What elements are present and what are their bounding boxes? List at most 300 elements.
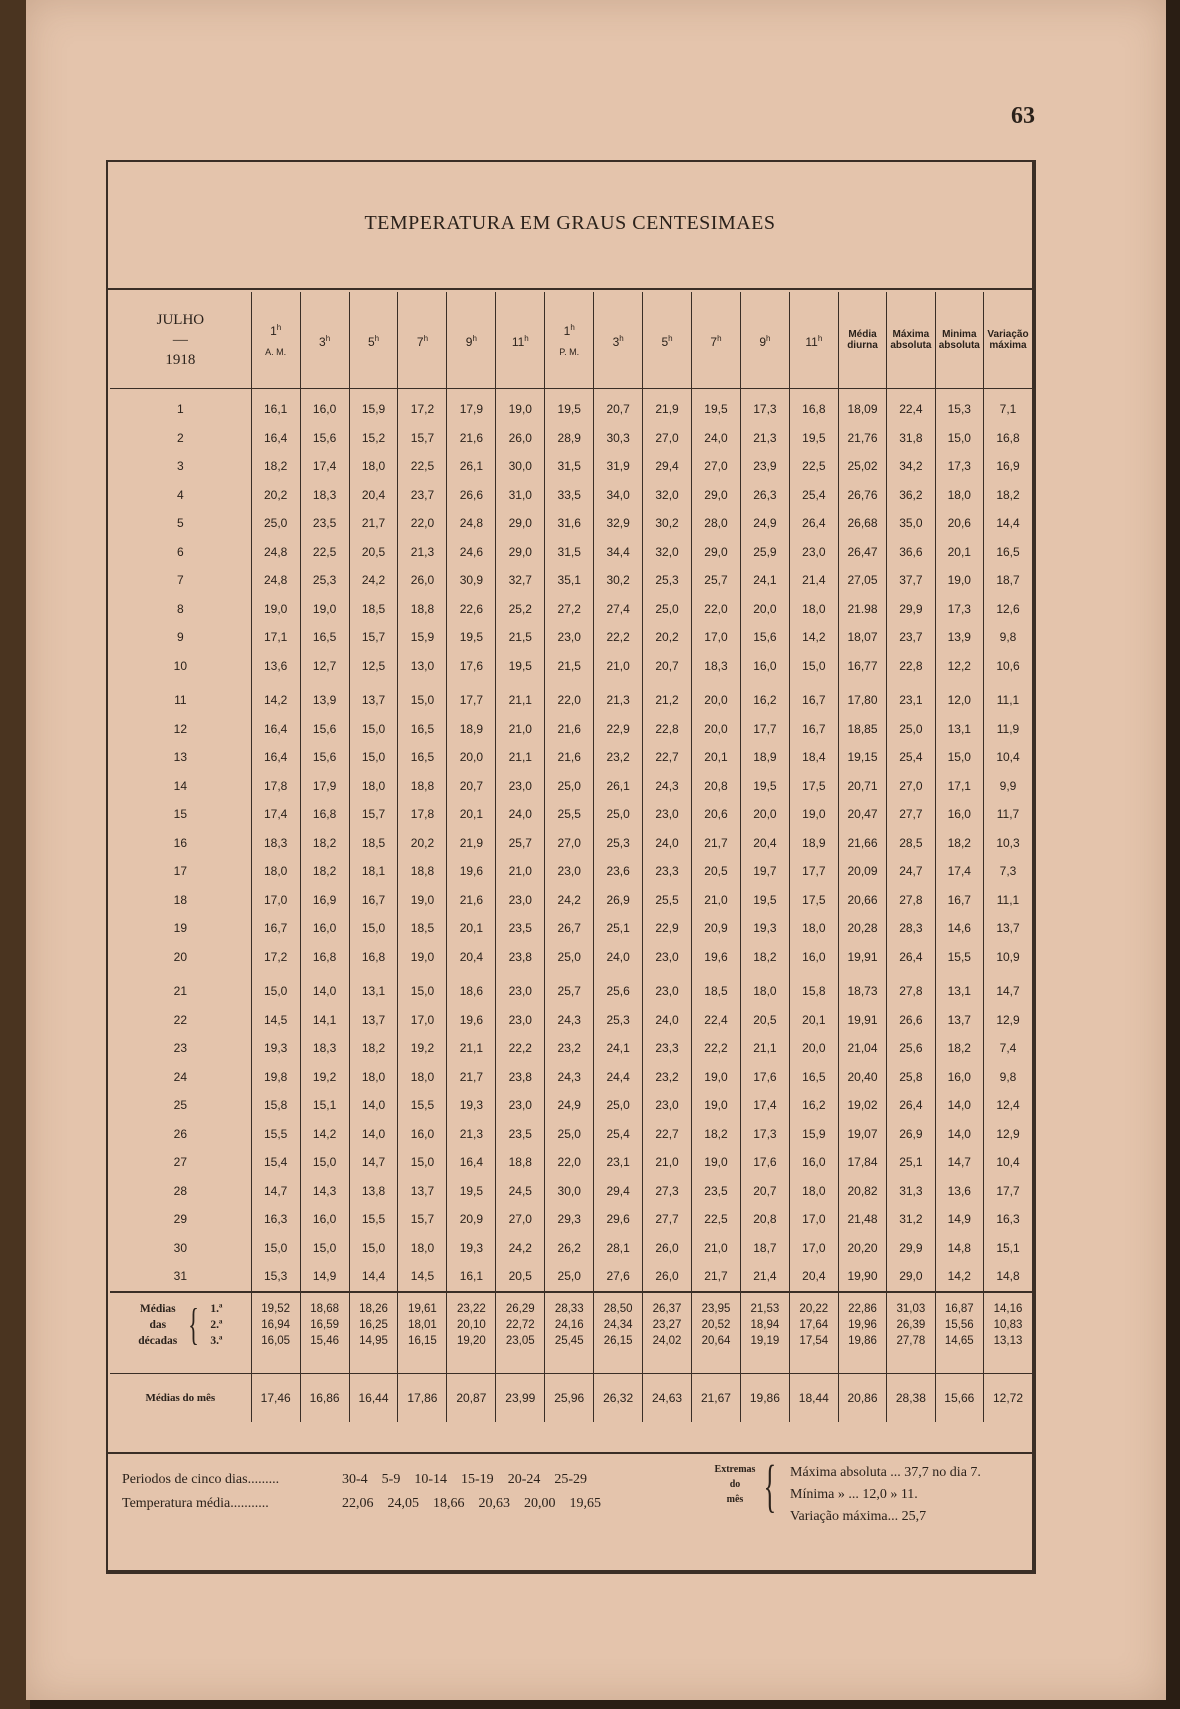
maxima-line: Máxima absoluta ... 37,7 no dia 7.: [790, 1465, 981, 1480]
decada-values-cell: 18,68 16,59 15,46: [300, 1292, 349, 1374]
value-cell: 21,6: [447, 424, 496, 453]
value-cell: 15,0: [300, 1148, 349, 1177]
table-row: [110, 566, 1032, 595]
value-cell: 15,0: [935, 743, 983, 772]
value-cell: 23,7: [887, 623, 935, 652]
value-cell: 24,8: [251, 538, 300, 567]
value-cell: 7,3: [984, 857, 1033, 886]
value-cell: 29,4: [643, 452, 692, 481]
year-label: 1918: [165, 352, 196, 368]
value-cell: 15,0: [300, 1234, 349, 1263]
mes-value-cell: 20,87: [447, 1373, 496, 1422]
value-cell: 26,6: [447, 481, 496, 510]
hour-header: 5$^h$: [349, 292, 398, 389]
value-cell: 23,7: [398, 481, 447, 510]
value-cell: 27,0: [496, 1205, 545, 1234]
table-row: [110, 424, 1032, 453]
value-cell: 26,0: [398, 566, 447, 595]
value-cell: 13,7: [349, 1006, 398, 1035]
value-cell: 15,0: [251, 971, 300, 1006]
value-cell: 19,5: [496, 652, 545, 681]
value-cell: 23,0: [496, 772, 545, 801]
day-cell: 14: [173, 778, 188, 793]
value-cell: 27,8: [887, 971, 935, 1006]
value-cell: 23,0: [545, 857, 594, 886]
value-cell: 19,15: [838, 743, 886, 772]
value-cell: 15,6: [740, 623, 789, 652]
value-cell: 34,4: [594, 538, 643, 567]
value-cell: 18,07: [838, 623, 886, 652]
temp-media-value: 22,06: [342, 1496, 374, 1511]
value-cell: 17,80: [838, 680, 886, 715]
table-frame: [106, 160, 1036, 1574]
value-cell: 15,5: [935, 943, 983, 972]
value-cell: 16,5: [398, 743, 447, 772]
value-cell: 20,7: [447, 772, 496, 801]
value-cell: 16,5: [789, 1063, 838, 1092]
value-cell: 22,5: [692, 1205, 741, 1234]
value-cell: 20,71: [838, 772, 886, 801]
value-cell: 23,3: [643, 1034, 692, 1063]
value-cell: 24,3: [643, 772, 692, 801]
value-cell: 19,5: [447, 1177, 496, 1206]
value-cell: 14,6: [935, 914, 983, 943]
day-cell: 16: [173, 835, 188, 850]
periodos-row: [122, 1472, 279, 1488]
value-cell: 28,1: [594, 1234, 643, 1263]
value-cell: 16,8: [789, 389, 838, 424]
value-cell: 15,6: [300, 424, 349, 453]
day-cell: 28: [173, 1183, 188, 1198]
value-cell: 20,2: [251, 481, 300, 510]
value-cell: 17,7: [447, 680, 496, 715]
value-cell: 16,8: [300, 943, 349, 972]
value-cell: 19,3: [740, 914, 789, 943]
value-cell: 26,3: [740, 481, 789, 510]
value-cell: 17,8: [398, 800, 447, 829]
value-cell: 13,1: [935, 971, 983, 1006]
value-cell: 29,6: [594, 1205, 643, 1234]
value-cell: 14,4: [349, 1262, 398, 1292]
mes-value-cell: 28,38: [887, 1373, 935, 1422]
value-cell: 13,0: [398, 652, 447, 681]
value-cell: 36,6: [887, 538, 935, 567]
value-cell: 19,3: [447, 1091, 496, 1120]
day-cell: 18: [173, 892, 188, 907]
value-cell: 19,5: [447, 623, 496, 652]
value-cell: 28,5: [887, 829, 935, 858]
value-cell: 20,0: [692, 715, 741, 744]
value-cell: 17,7: [789, 857, 838, 886]
decada-values-cell: 28,33 24,16 25,45: [545, 1292, 594, 1374]
value-cell: 16,0: [789, 1148, 838, 1177]
value-cell: 21,5: [545, 652, 594, 681]
value-cell: 25,5: [643, 886, 692, 915]
table-body: [110, 389, 1032, 1422]
day-cell: 26: [173, 1126, 188, 1141]
value-cell: 13,7: [984, 914, 1033, 943]
value-cell: 17,4: [251, 800, 300, 829]
value-cell: 29,0: [887, 1262, 935, 1292]
mes-value-cell: 16,44: [349, 1373, 398, 1422]
value-cell: 12,9: [984, 1006, 1033, 1035]
header-row: [110, 292, 1032, 389]
value-cell: 15,7: [349, 800, 398, 829]
value-cell: 18,9: [789, 829, 838, 858]
value-cell: 17,4: [740, 1091, 789, 1120]
value-cell: 30,9: [447, 566, 496, 595]
value-cell: 25,3: [594, 1006, 643, 1035]
value-cell: 20,7: [594, 389, 643, 424]
value-cell: 18,09: [838, 389, 886, 424]
value-cell: 11,1: [984, 680, 1033, 715]
value-cell: 15,3: [935, 389, 983, 424]
value-cell: 32,9: [594, 509, 643, 538]
value-cell: 18,4: [789, 743, 838, 772]
value-cell: 7,1: [984, 389, 1033, 424]
value-cell: 19,02: [838, 1091, 886, 1120]
value-cell: 14,5: [398, 1262, 447, 1292]
value-cell: 32,0: [643, 538, 692, 567]
value-cell: 18,2: [740, 943, 789, 972]
value-cell: 17,1: [251, 623, 300, 652]
value-cell: 14,0: [935, 1091, 983, 1120]
value-cell: 17,1: [935, 772, 983, 801]
value-cell: 16,8: [349, 943, 398, 972]
value-cell: 20,5: [349, 538, 398, 567]
value-cell: 31,3: [887, 1177, 935, 1206]
value-cell: 13,9: [935, 623, 983, 652]
value-cell: 16,7: [935, 886, 983, 915]
month-year-header: [110, 292, 251, 389]
table-row: [110, 857, 1032, 886]
value-cell: 21,1: [740, 1034, 789, 1063]
value-cell: 26,47: [838, 538, 886, 567]
value-cell: 20,4: [349, 481, 398, 510]
table-row: [110, 389, 1032, 424]
value-cell: 20,2: [398, 829, 447, 858]
value-cell: 22,9: [643, 914, 692, 943]
value-cell: 22,5: [398, 452, 447, 481]
day-cell: 6: [177, 544, 184, 559]
value-cell: 16,4: [251, 715, 300, 744]
value-cell: 14,3: [300, 1177, 349, 1206]
day-cell: 25: [173, 1098, 188, 1113]
value-cell: 15,0: [935, 424, 983, 453]
value-cell: 20,20: [838, 1234, 886, 1263]
day-cell: 21: [173, 984, 188, 999]
day-cell: 27: [173, 1155, 188, 1170]
value-cell: 28,3: [887, 914, 935, 943]
value-cell: 24,1: [594, 1034, 643, 1063]
value-cell: 14,9: [300, 1262, 349, 1292]
value-cell: 22,0: [545, 680, 594, 715]
value-cell: 31,9: [594, 452, 643, 481]
value-cell: 15,9: [349, 389, 398, 424]
value-cell: 18,0: [789, 914, 838, 943]
value-cell: 26,1: [447, 452, 496, 481]
value-cell: 17,5: [789, 772, 838, 801]
table-row: [110, 1006, 1032, 1035]
value-cell: 15,7: [398, 424, 447, 453]
value-cell: 27,8: [887, 886, 935, 915]
value-cell: 32,7: [496, 566, 545, 595]
value-cell: 26,7: [545, 914, 594, 943]
value-cell: 21,4: [740, 1262, 789, 1292]
table-row: [110, 800, 1032, 829]
value-cell: 20,8: [740, 1205, 789, 1234]
value-cell: 14,8: [984, 1262, 1033, 1292]
value-cell: 24,9: [740, 509, 789, 538]
value-cell: 21,9: [643, 389, 692, 424]
value-cell: 9,8: [984, 623, 1033, 652]
value-cell: 27,6: [594, 1262, 643, 1292]
value-cell: 25,9: [740, 538, 789, 567]
value-cell: 18,0: [251, 857, 300, 886]
value-cell: 20,1: [447, 914, 496, 943]
value-cell: 14,4: [984, 509, 1033, 538]
day-cell: 29: [173, 1212, 188, 1227]
value-cell: 18,5: [349, 829, 398, 858]
value-cell: 15,5: [251, 1120, 300, 1149]
value-cell: 26,4: [789, 509, 838, 538]
value-cell: 15,0: [398, 680, 447, 715]
value-cell: 26,4: [887, 1091, 935, 1120]
value-cell: 24,4: [594, 1063, 643, 1092]
value-cell: 20,66: [838, 886, 886, 915]
value-cell: 25,0: [887, 715, 935, 744]
value-cell: 20,6: [935, 509, 983, 538]
value-cell: 15,0: [789, 652, 838, 681]
table-row: [110, 1091, 1032, 1120]
day-cell: 20: [173, 949, 188, 964]
value-cell: 26,4: [887, 943, 935, 972]
mes-value-cell: 20,86: [838, 1373, 886, 1422]
value-cell: 9,8: [984, 1063, 1033, 1092]
value-cell: 29,0: [692, 481, 741, 510]
value-cell: 18,3: [251, 829, 300, 858]
mes-value-cell: 24,63: [643, 1373, 692, 1422]
mes-value-cell: 15,66: [935, 1373, 983, 1422]
value-cell: 18,2: [935, 1034, 983, 1063]
value-cell: 17,3: [935, 452, 983, 481]
value-cell: 16,0: [300, 389, 349, 424]
value-cell: 28,0: [692, 509, 741, 538]
table-row: [110, 1063, 1032, 1092]
day-cell: 5: [177, 516, 184, 531]
value-cell: 16,0: [740, 652, 789, 681]
hour-header: 1$^h$ A. M.: [251, 292, 300, 389]
value-cell: 25,3: [643, 566, 692, 595]
value-cell: 23,6: [594, 857, 643, 886]
temp-media-label: Temperatura média...........: [122, 1496, 269, 1511]
value-cell: 17,0: [692, 623, 741, 652]
title-divider: [108, 288, 1032, 290]
decada-values-cell: 23,95 20,52 20,64: [692, 1292, 741, 1374]
value-cell: 14,2: [935, 1262, 983, 1292]
value-cell: 15,2: [349, 424, 398, 453]
value-cell: 16,1: [251, 389, 300, 424]
day-cell: 11: [174, 693, 187, 708]
value-cell: 21,0: [643, 1148, 692, 1177]
value-cell: 23,1: [594, 1148, 643, 1177]
table-row: [110, 538, 1032, 567]
hour-header: 11$^h$: [789, 292, 838, 389]
value-cell: 19,0: [692, 1148, 741, 1177]
day-cell: 12: [173, 721, 188, 736]
decada-values-cell: 14,16 10,83 13,13: [984, 1292, 1033, 1374]
value-cell: 13,7: [398, 1177, 447, 1206]
value-cell: 18,0: [349, 452, 398, 481]
value-cell: 23,0: [496, 886, 545, 915]
value-cell: 21,76: [838, 424, 886, 453]
minima-line: Mínima » ... 12,0 » 11.: [790, 1487, 918, 1502]
table-row: [110, 1205, 1032, 1234]
value-cell: 24,8: [447, 509, 496, 538]
table-row: [110, 772, 1032, 801]
value-cell: 14,7: [349, 1148, 398, 1177]
value-cell: 31,5: [545, 538, 594, 567]
value-cell: 18,85: [838, 715, 886, 744]
table-row: [110, 1177, 1032, 1206]
value-cell: 23,9: [740, 452, 789, 481]
value-cell: 15,0: [349, 715, 398, 744]
medias-mes-row: [110, 1373, 1032, 1422]
value-cell: 27,3: [643, 1177, 692, 1206]
mes-value-cell: 21,67: [692, 1373, 741, 1422]
decada-values-cell: 26,29 22,72 23,05: [496, 1292, 545, 1374]
value-cell: 15,8: [251, 1091, 300, 1120]
value-cell: 22,8: [887, 652, 935, 681]
value-cell: 22,2: [594, 623, 643, 652]
periodo-value: 5-9: [381, 1472, 401, 1487]
value-cell: 16,3: [251, 1205, 300, 1234]
value-cell: 24,2: [545, 886, 594, 915]
value-cell: 26,0: [643, 1234, 692, 1263]
value-cell: 24,9: [545, 1091, 594, 1120]
value-cell: 21,2: [643, 680, 692, 715]
value-cell: 20,09: [838, 857, 886, 886]
value-cell: 21,3: [398, 538, 447, 567]
value-cell: 24,3: [545, 1006, 594, 1035]
value-cell: 13,1: [935, 715, 983, 744]
value-cell: 21,9: [447, 829, 496, 858]
value-cell: 12,5: [349, 652, 398, 681]
mes-value-cell: 17,86: [398, 1373, 447, 1422]
day-cell: 30: [173, 1240, 188, 1255]
value-cell: 21,1: [447, 1034, 496, 1063]
value-cell: 30,0: [496, 452, 545, 481]
value-cell: 10,9: [984, 943, 1033, 972]
value-cell: 21,3: [740, 424, 789, 453]
value-cell: 19,5: [789, 424, 838, 453]
value-cell: 24,2: [496, 1234, 545, 1263]
decada-values-cell: 19,52 16,94 16,05: [251, 1292, 300, 1374]
value-cell: 25,4: [594, 1120, 643, 1149]
value-cell: 13,9: [300, 680, 349, 715]
value-cell: 19,6: [692, 943, 741, 972]
value-cell: 27,2: [545, 595, 594, 624]
value-cell: 24,1: [740, 566, 789, 595]
day-cell: 10: [173, 658, 188, 673]
value-cell: 25,7: [545, 971, 594, 1006]
value-cell: 25,4: [887, 743, 935, 772]
temp-media-values: [342, 1496, 615, 1512]
table-row: [110, 943, 1032, 972]
value-cell: 22,0: [692, 595, 741, 624]
value-cell: 35,1: [545, 566, 594, 595]
value-cell: 16,5: [984, 538, 1033, 567]
value-cell: 18,0: [789, 1177, 838, 1206]
value-cell: 18,73: [838, 971, 886, 1006]
value-cell: 16,1: [447, 1262, 496, 1292]
value-cell: 29,0: [692, 538, 741, 567]
value-cell: 25,0: [594, 800, 643, 829]
medias-mes-label: Médias do mês: [110, 1373, 251, 1422]
value-cell: 21,5: [496, 623, 545, 652]
table-row: [110, 971, 1032, 1006]
value-cell: 21,3: [594, 680, 643, 715]
value-cell: 14,7: [984, 971, 1033, 1006]
value-cell: 10,4: [984, 743, 1033, 772]
periodo-value: 30-4: [342, 1472, 368, 1487]
value-cell: 14,2: [300, 1120, 349, 1149]
value-cell: 18,7: [984, 566, 1033, 595]
value-cell: 21,3: [447, 1120, 496, 1149]
hour-header: 11$^h$: [496, 292, 545, 389]
value-cell: 25,2: [496, 595, 545, 624]
value-cell: 21,4: [789, 566, 838, 595]
value-cell: 17,7: [984, 1177, 1033, 1206]
value-cell: 19,91: [838, 1006, 886, 1035]
value-cell: 27,7: [887, 800, 935, 829]
day-cell: 23: [173, 1041, 188, 1056]
value-cell: 23,5: [692, 1177, 741, 1206]
value-cell: 17,0: [789, 1234, 838, 1263]
value-cell: 17,3: [740, 389, 789, 424]
value-cell: 17,84: [838, 1148, 886, 1177]
value-cell: 20,5: [692, 857, 741, 886]
value-cell: 20,47: [838, 800, 886, 829]
value-cell: 17,2: [398, 389, 447, 424]
value-cell: 26,76: [838, 481, 886, 510]
value-cell: 30,2: [594, 566, 643, 595]
value-cell: 19,0: [251, 595, 300, 624]
table-row: [110, 595, 1032, 624]
value-cell: 16,8: [300, 800, 349, 829]
value-cell: 25,6: [594, 971, 643, 1006]
value-cell: 22,0: [398, 509, 447, 538]
value-cell: 19,0: [496, 389, 545, 424]
value-cell: 25,0: [545, 1120, 594, 1149]
value-cell: 20,0: [740, 800, 789, 829]
value-cell: 17,6: [447, 652, 496, 681]
mes-value-cell: 26,32: [594, 1373, 643, 1422]
value-cell: 23,5: [300, 509, 349, 538]
value-cell: 24,6: [447, 538, 496, 567]
value-cell: 37,7: [887, 566, 935, 595]
value-cell: 20,0: [740, 595, 789, 624]
value-cell: 18,2: [984, 481, 1033, 510]
page-number: 63: [1011, 103, 1035, 129]
table-row: [110, 452, 1032, 481]
value-cell: 27,4: [594, 595, 643, 624]
value-cell: 20,4: [740, 829, 789, 858]
mes-value-cell: 12,72: [984, 1373, 1033, 1422]
value-cell: 17,2: [251, 943, 300, 972]
value-cell: 24,0: [643, 829, 692, 858]
value-cell: 19,0: [398, 943, 447, 972]
